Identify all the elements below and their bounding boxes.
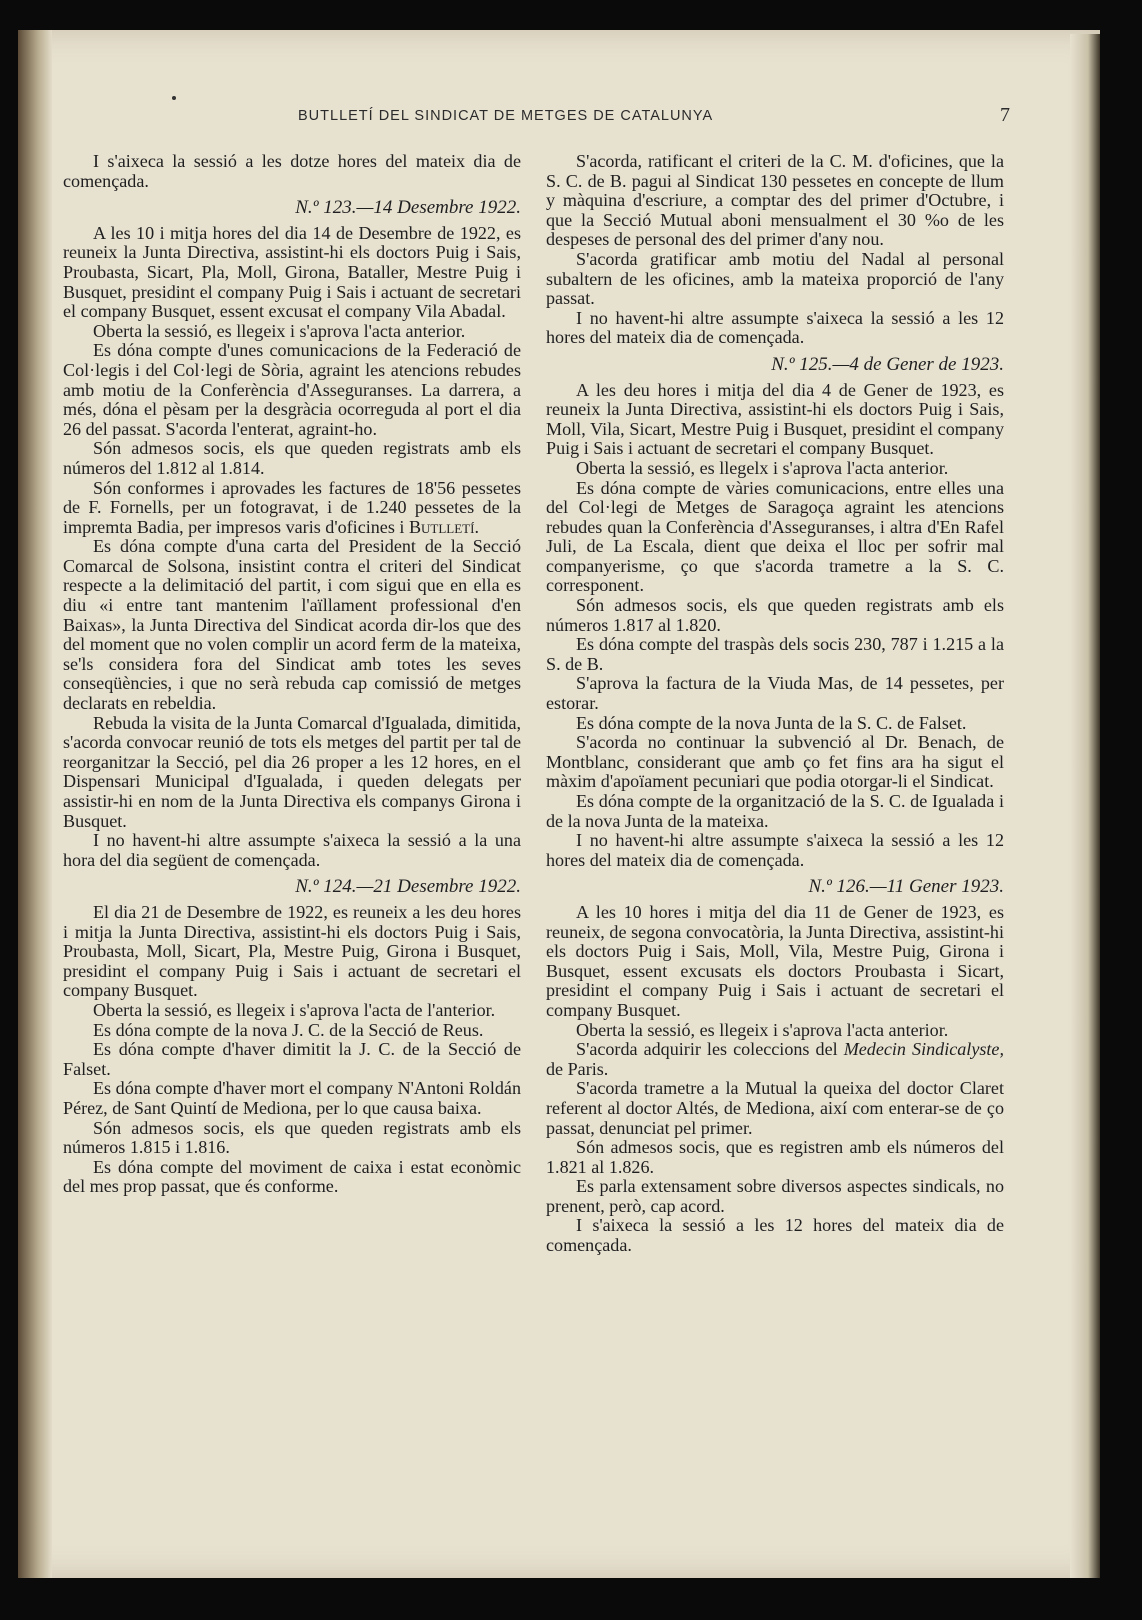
paragraph: I no havent-hi altre assumpte s'aixeca la sessió a la una hora del dia següent de començada. <box>63 830 521 870</box>
page-number: 7 <box>1000 104 1010 126</box>
paragraph: Es dóna compte del traspàs dels socis 230, 787 i 1.215 a la S. de B. <box>546 634 1004 674</box>
bulletin-name: Butlletí <box>408 516 475 537</box>
paragraph: A les 10 hores i mitja del dia 11 de Gener de 1923, es reuneix, de segona convocatòria, la Junta Directiva, assistint-hi els doctors Puig i Sais, Moll, Vila, Mestre Puig, Girona i Busquet, essent excusats els doctors Proubasta i Sicart, presidint el company Puig i Sais i actuant de secretari el company Busquet. <box>546 901 1004 1020</box>
running-title: BUTLLETÍ DEL SINDICAT DE METGES DE CATALUNYA <box>298 108 714 124</box>
paragraph: S'acorda, ratificant el criteri de la C. M. d'oficines, que la S. C. de B. pagui al Sindicat 130 pessetes en concepte de llum y màquina d'escriure, a comptar des del primer d'Octubre, i que la Secció Mutual aboni mensualment el 30 %o de les despeses de personal des del primer d'any nou. <box>546 151 1004 250</box>
session-heading: N.º 123.—14 Desembre 1922. <box>295 197 521 219</box>
paragraph: Es dóna compte de la nova Junta de la S. C. de Falset. <box>576 712 967 733</box>
paragraph: Es dóna compte d'unes comunicacions de la Federació de Col·legis i del Col·legi de Sòria, agraint les atencions rebudes amb motiu de la Conferència d'Asseguranses. La darrera, a més, dóna el pèsam per la desgràcia ocorreguda al port el dia 26 del passat. S'acorda l'enterat, agraint-ho. <box>63 340 521 439</box>
left-column <box>63 152 521 1197</box>
paragraph: Són admesos socis, que es registren amb els números del 1.821 al 1.826. <box>546 1137 1004 1177</box>
book-spine-shadow <box>18 30 52 1578</box>
paragraph-text: S'acorda adquirir les coleccions del <box>576 1039 844 1060</box>
page-edge-shadow <box>1070 34 1100 1578</box>
paragraph: Es dóna compte de la nova J. C. de la Secció de Reus. <box>93 1019 484 1040</box>
session-heading: N.º 124.—21 Desembre 1922. <box>295 876 521 898</box>
paragraph: Es parla extensament sobre diversos aspectes sindicals, no prenent, però, cap acord. <box>546 1176 1004 1216</box>
paragraph: S'acorda no continuar la subvenció al Dr. Benach, de Montblanc, considerant que amb ço fet fins ara ha sigut el màxim d'apoïament pecuniari que podia otorgar-li el Sindicat. <box>546 732 1004 792</box>
paragraph: Són admesos socis, els que queden registrats amb els números 1.815 i 1.816. <box>63 1117 521 1158</box>
paragraph: Es dóna compte del moviment de caixa i estat econòmic del mes prop passat, que és conforme. <box>63 1156 521 1197</box>
session-heading: N.º 126.—11 Gener 1923. <box>808 876 1004 898</box>
paragraph: S'acorda trametre a la Mutual la queixa del doctor Claret referent al doctor Altés, de Mediona, així com enterar-se de ço passat, denunciat pel primer. <box>546 1078 1004 1138</box>
paragraph: I s'aixeca la sessió a les dotze hores del mateix dia de començada. <box>63 151 521 191</box>
paragraph: S'aprova la factura de la Viuda Mas, de 14 pessetes, per estorar. <box>546 673 1004 714</box>
paragraph: Es dóna compte de vàries comunicacions, entre elles una del Col·legi de Metges de Saragoça agraint les atencions rebudes quan la Conferència d'Asseguranses, i altra d'En Rafel Juli, de La Escala, dient que deixa el lloc per sofrir mal companyerisme, ço que s'acorda trametre a la S. C. corresponent. <box>546 477 1004 596</box>
paragraph: Oberta la sessió, es llegeix i s'aprova l'acta anterior. <box>576 1019 949 1040</box>
paragraph: Oberta la sessió, es llegelx i s'aprova l'acta anterior. <box>576 457 949 478</box>
paragraph: I s'aixeca la sessió a les 12 hores del mateix dia de començada. <box>546 1215 1004 1256</box>
session-heading: N.º 125.—4 de Gener de 1923. <box>771 353 1004 375</box>
paragraph <box>63 479 521 538</box>
paragraph: A les deu hores i mitja del dia 4 de Gener de 1923, es reuneix la Junta Directiva, assistint-hi els doctors Puig i Sais, Moll, Vila, Sicart, Mestre Puig i Busquet, presidint el company Puig i Sais i actuant de secretari el company Busquet. <box>546 379 1004 459</box>
right-column <box>546 152 1004 1256</box>
paragraph: S'acorda gratificar amb motiu del Nadal al personal subaltern de les oficines, amb la mateixa proporció de l'any passat. <box>546 248 1004 309</box>
paragraph: Oberta la sessió, es llegeix i s'aprova l'acta anterior. <box>93 320 466 341</box>
paragraph-text: Són conformes i aprovades les factures de 18'56 pessetes de F. Fornells, per un fotogravat, i de 1.240 pessetes de la impremta Badia, per impresos varis d'oficines i <box>63 477 521 537</box>
publication-title: Medecin Sindicalyste, <box>843 1039 1004 1060</box>
paragraph: Es dóna compte d'haver dimitit la J. C. de la Secció de Falset. <box>63 1039 521 1079</box>
paragraph: Es dóna compte d'una carta del President de la Secció Comarcal de Solsona, insistint contra el criteri del Sindicat respecte a la delimitació del partit, i com sigui que en ella es diu «i entre tant mantenim l'aïllament professional d'en Baixas», la Junta Directiva del Sindicat acorda dir-los que des del moment que no volen complir un acord ferm de la mateixa, se'ls considera fora del Sindicat amb totes les seves conseqüències, i que no serà rebuda cap comissió de metges declarats en rebeldia. <box>63 536 521 714</box>
paragraph-text: . <box>474 516 479 537</box>
paragraph-text: de Paris. <box>546 1058 609 1079</box>
print-speck <box>172 96 176 100</box>
paragraph: Es dóna compte de la organització de la S. C. de Igualada i de la nova Junta de la mateixa. <box>546 791 1004 831</box>
paragraph: Es dóna compte d'haver mort el company N'Antoni Roldán Pérez, de Sant Quintí de Mediona, per lo que causa baixa. <box>63 1078 521 1118</box>
page-header <box>64 104 1010 130</box>
paragraph: El dia 21 de Desembre de 1922, es reuneix a les deu hores i mitja la Junta Directiva, assistint-hi els doctors Puig i Sais, Proubasta, Moll, Sicart, Pla, Mestre Puig, Girona i Busquet, presidint el company Puig i Sais i actuant de secretari el company Busquet. <box>63 901 521 1001</box>
paragraph: Rebuda la visita de la Junta Comarcal d'Igualada, dimitida, s'acorda convocar reunió de tots els metges del partit per tal de reorganitzar la Secció, pel dia 26 proper a les 12 hores, en el Dispensari Municipal d'Igualada, i queden delegats per assistir-hi en nom de la Junta Directiva els companys Girona i Busquet. <box>63 712 521 831</box>
paragraph: Són admesos socis, els que queden registrats amb els números 1.817 al 1.820. <box>546 595 1004 635</box>
paragraph: Són admesos socis, els que queden registrats amb els números del 1.812 al 1.814. <box>63 438 521 478</box>
paragraph <box>546 1040 1004 1079</box>
paragraph: Oberta la sessió, es llegeix i s'aprova l'acta de l'anterior. <box>93 999 496 1020</box>
paragraph: A les 10 i mitja hores del dia 14 de Desembre de 1922, es reuneix la Junta Directiva, assistint-hi els doctors Puig i Sais, Proubasta, Sicart, Pla, Moll, Girona, Bataller, Mestre Puig i Busquet, presidint el company Puig i Sais i actuant de secretari el company Busquet, essent excusat el company Vila Abadal. <box>63 222 521 322</box>
paragraph: I no havent-hi altre assumpte s'aixeca la sessió a les 12 hores del mateix dia de començada. <box>546 307 1004 348</box>
paragraph: I no havent-hi altre assumpte s'aixeca la sessió a les 12 hores del mateix dia de començada. <box>546 830 1004 870</box>
